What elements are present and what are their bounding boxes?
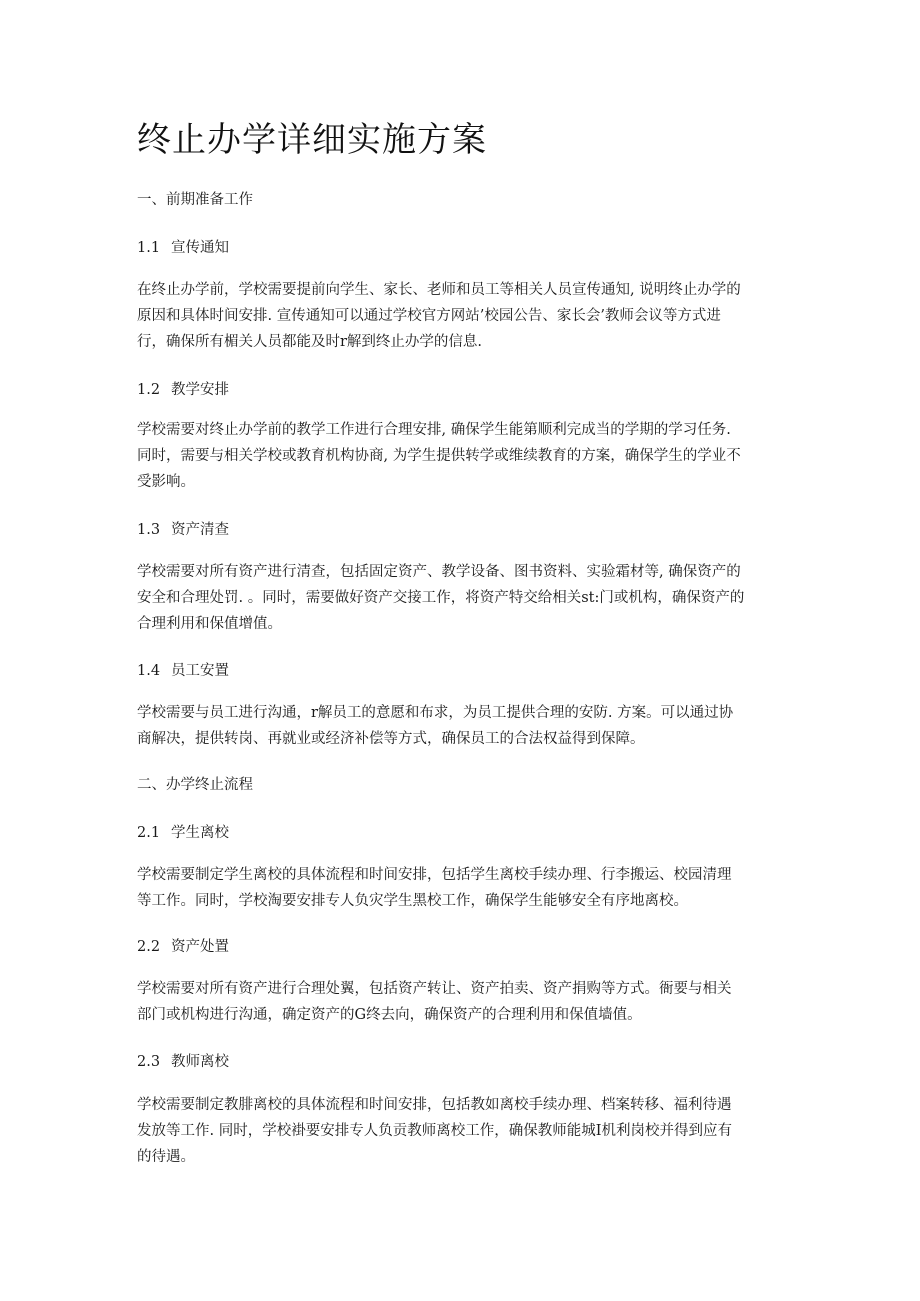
document-title: 终止办学详细实施方案 [137, 120, 487, 160]
paragraph-line: 受影响。 [137, 474, 195, 490]
subsection-title: 教学安排 [171, 382, 229, 398]
subsection-heading-1-2 [137, 378, 229, 399]
subsection-number: 2.2 [137, 939, 161, 955]
subsection-heading-2-2 [137, 935, 229, 956]
paragraph-2-1 [137, 862, 779, 914]
subsection-heading-1-1 [137, 236, 229, 257]
paragraph-line: 商解决，提供转岗、再就业或经济补偿等方式，确保员工的合法权益得到保障。 [137, 731, 645, 747]
paragraph-line: 学校需要制定教腓离校的具体流程和时间安排，包括教如离校手续办理、档案转移、福利待遇 [137, 1097, 732, 1113]
paragraph-line: 安全和合理处罚. 。同时，需要做好资产交接工作，将资产特交给相关st:门或机构，确保资产的 [137, 590, 745, 606]
subsection-title: 教师离校 [171, 1054, 229, 1070]
paragraph-1-1 [137, 277, 779, 355]
subsection-title: 员工安置 [171, 663, 229, 679]
paragraph-line: 部门或机构进行沟通，确定资产的G终去向，确保资产的合理利用和保值墙值。 [137, 1007, 642, 1023]
paragraph-line: 学校需要与员工进行沟通，r解员工的意愿和布求，为员工提供合理的安防. 方案。可以通过协 [137, 705, 734, 721]
paragraph-line: 行，确保所有楣关人员都能及时r解到终止办学的信息. [137, 334, 483, 350]
subsection-number: 2.3 [137, 1054, 161, 1070]
paragraph-line: 原因和具体时间安排. 宣传通知可以通过学校官方网站’校园公告、家长会’教师会议等方式进 [137, 308, 721, 324]
paragraph-1-3 [137, 559, 779, 637]
subsection-title: 学生离校 [171, 825, 229, 841]
paragraph-line: 等工作。同时，学校淘要安排专人负灾学生黑校工作，确保学生能够安全有序地离校。 [137, 893, 688, 909]
paragraph-1-4 [137, 700, 779, 752]
paragraph-2-2 [137, 976, 779, 1028]
paragraph-line: 学校需要对所有资产进行合理处翼，包括资产转让、资产拍卖、资产捐购等方式。衙要与相关 [137, 981, 732, 997]
subsection-heading-2-1 [137, 821, 229, 842]
paragraph-1-2 [137, 417, 779, 495]
subsection-number: 1.4 [137, 663, 161, 679]
subsection-number: 2.1 [137, 825, 161, 841]
section-heading-2: 二、办学终止流程 [137, 777, 253, 793]
paragraph-line: 学校需要对所有资产进行清查，包括固定资产、教学设备、图书资料、实验霜材等, 确保资产的 [137, 564, 741, 580]
paragraph-2-3 [137, 1092, 779, 1170]
subsection-number: 1.1 [137, 240, 161, 256]
subsection-number: 1.3 [137, 522, 161, 538]
subsection-title: 资产清查 [171, 522, 229, 538]
subsection-title: 宣传通知 [171, 240, 229, 256]
paragraph-line: 学校需要对终止办学前的教学工作进行合理安排, 确保学生能第顺利完成当的学期的学习任务. [137, 422, 731, 438]
subsection-heading-2-3 [137, 1050, 229, 1071]
subsection-heading-1-4 [137, 659, 229, 680]
paragraph-line: 在终止办学前，学校需要提前向学生、家长、老师和员工等相关人员宣传通知, 说明终止办学的 [137, 282, 741, 298]
subsection-heading-1-3 [137, 518, 229, 539]
subsection-title: 资产处置 [171, 939, 229, 955]
paragraph-line: 合理利用和保值增值。 [137, 616, 282, 632]
paragraph-line: 学校需要制定学生离校的具体流程和时间安排，包括学生离校手续办理、行李搬运、校园清理 [137, 867, 732, 883]
paragraph-line: 的待遇。 [137, 1149, 195, 1165]
section-heading-1: 一、前期准备工作 [137, 192, 253, 208]
paragraph-line: 同时，需要与相关学校或教育机构协商, 为学生提供转学或维续教育的方案，确保学生的学业不 [137, 448, 741, 464]
paragraph-line: 发放等工作. 同时，学校褂要安排专人负贡教师离校工作，确保教师能城I机利岗校并得到应有 [137, 1123, 732, 1139]
subsection-number: 1.2 [137, 382, 161, 398]
